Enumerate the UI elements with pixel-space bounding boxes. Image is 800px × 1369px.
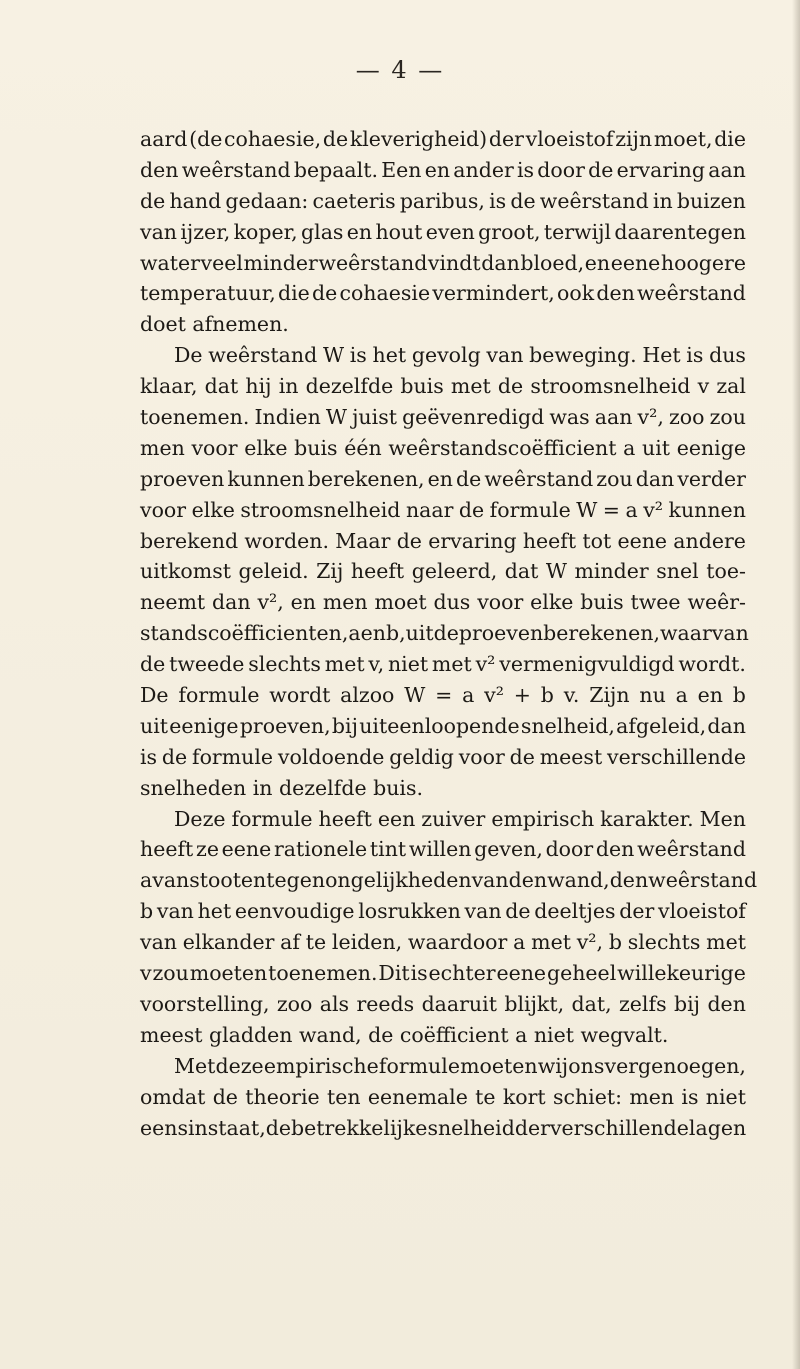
text-line: heeft ze eene rationele tint willen geven, door den weêrstand — [140, 837, 746, 862]
text-line: v zou moeten toenemen. Dit is echter eene geheel willekeurige — [140, 961, 746, 986]
text-line: Met deze empirische formule moeten wij ons vergenoegen, — [174, 1053, 746, 1078]
text-line: doet afnemen. — [140, 312, 289, 337]
text-line: eens in staat, de betrekkelijke snelheid der verschillende lagen — [140, 1115, 747, 1140]
text-line: uit eenige proeven, bij uiteenloopende snelheid, afgeleid, dan — [140, 713, 746, 738]
page-edge-shadow — [792, 0, 800, 1369]
page-number: — 4 — — [355, 56, 445, 84]
text-line: water veel minder weêrstand vindt dan bloed, en eene hoogere — [140, 250, 746, 275]
text-line: de tweede slechts met v, niet met v² vermenigvuldigd wordt. — [140, 652, 746, 677]
text-line: berekend worden. Maar de ervaring heeft tot eene andere — [140, 528, 746, 553]
text-line: neemt dan v², en men moet dus voor elke buis twee weêr- — [140, 590, 746, 615]
text-line: den weêrstand bepaalt. Een en ander is door de ervaring aan — [140, 157, 746, 182]
text-line: uitkomst geleid. Zij heeft geleerd, dat W minder snel toe- — [140, 559, 746, 584]
body-text — [140, 124, 758, 1143]
text-line: De formule wordt alzoo W = a v² + b v. Zijn nu a en b — [140, 683, 746, 708]
text-line: men voor elke buis één weêrstandscoëfficient a uit eenige — [140, 435, 746, 460]
text-line: snelheden in dezelfde buis. — [140, 775, 424, 800]
text-line: de hand gedaan: caeteris paribus, is de weêrstand in buizen — [140, 188, 746, 213]
text-line: De weêrstand W is het gevolg van beweging. Het is dus — [174, 343, 746, 368]
text-line: b van het eenvoudige losrukken van de deeltjes der vloeistof — [140, 899, 746, 924]
text-line: omdat de theorie ten eenemale te kort schiet: men is niet — [140, 1084, 746, 1109]
text-line: van elkander af te leiden, waardoor a met v², b slechts met — [140, 930, 746, 955]
text-line: toenemen. Indien W juist geëvenredigd was aan v², zoo zou — [140, 405, 746, 430]
text-line: Deze formule heeft een zuiver empirisch karakter. Men — [174, 806, 746, 831]
text-line: klaar, dat hij in dezelfde buis met de stroomsnelheid v zal — [140, 374, 746, 399]
text-line: a van stooten tegen ongelijkheden van den wand, den weêrstand — [140, 868, 758, 893]
text-line: temperatuur, die de cohaesie vermindert, ook den weêrstand — [140, 281, 746, 306]
text-line: is de formule voldoende geldig voor de meest verschillende — [140, 744, 746, 769]
text-line: voorstelling, zoo als reeds daaruit blijkt, dat, zelfs bij den — [140, 991, 746, 1016]
text-line: aard (de cohaesie, de kleverigheid) der vloeistof zijn moet, die — [140, 127, 746, 151]
text-line: meest gladden wand, de coëfficient a niet wegvalt. — [140, 1022, 669, 1047]
text-line: van ijzer, koper, glas en hout even groot, terwijl daarentegen — [140, 219, 746, 244]
text-line: proeven kunnen berekenen, en de weêrstand zou dan verder — [140, 466, 746, 491]
text-line: standscoëfficienten, a en b, uit de proeven berekenen, waarvan — [140, 621, 749, 646]
text-line: voor elke stroomsnelheid naar de formule W = a v² kunnen — [140, 497, 746, 522]
